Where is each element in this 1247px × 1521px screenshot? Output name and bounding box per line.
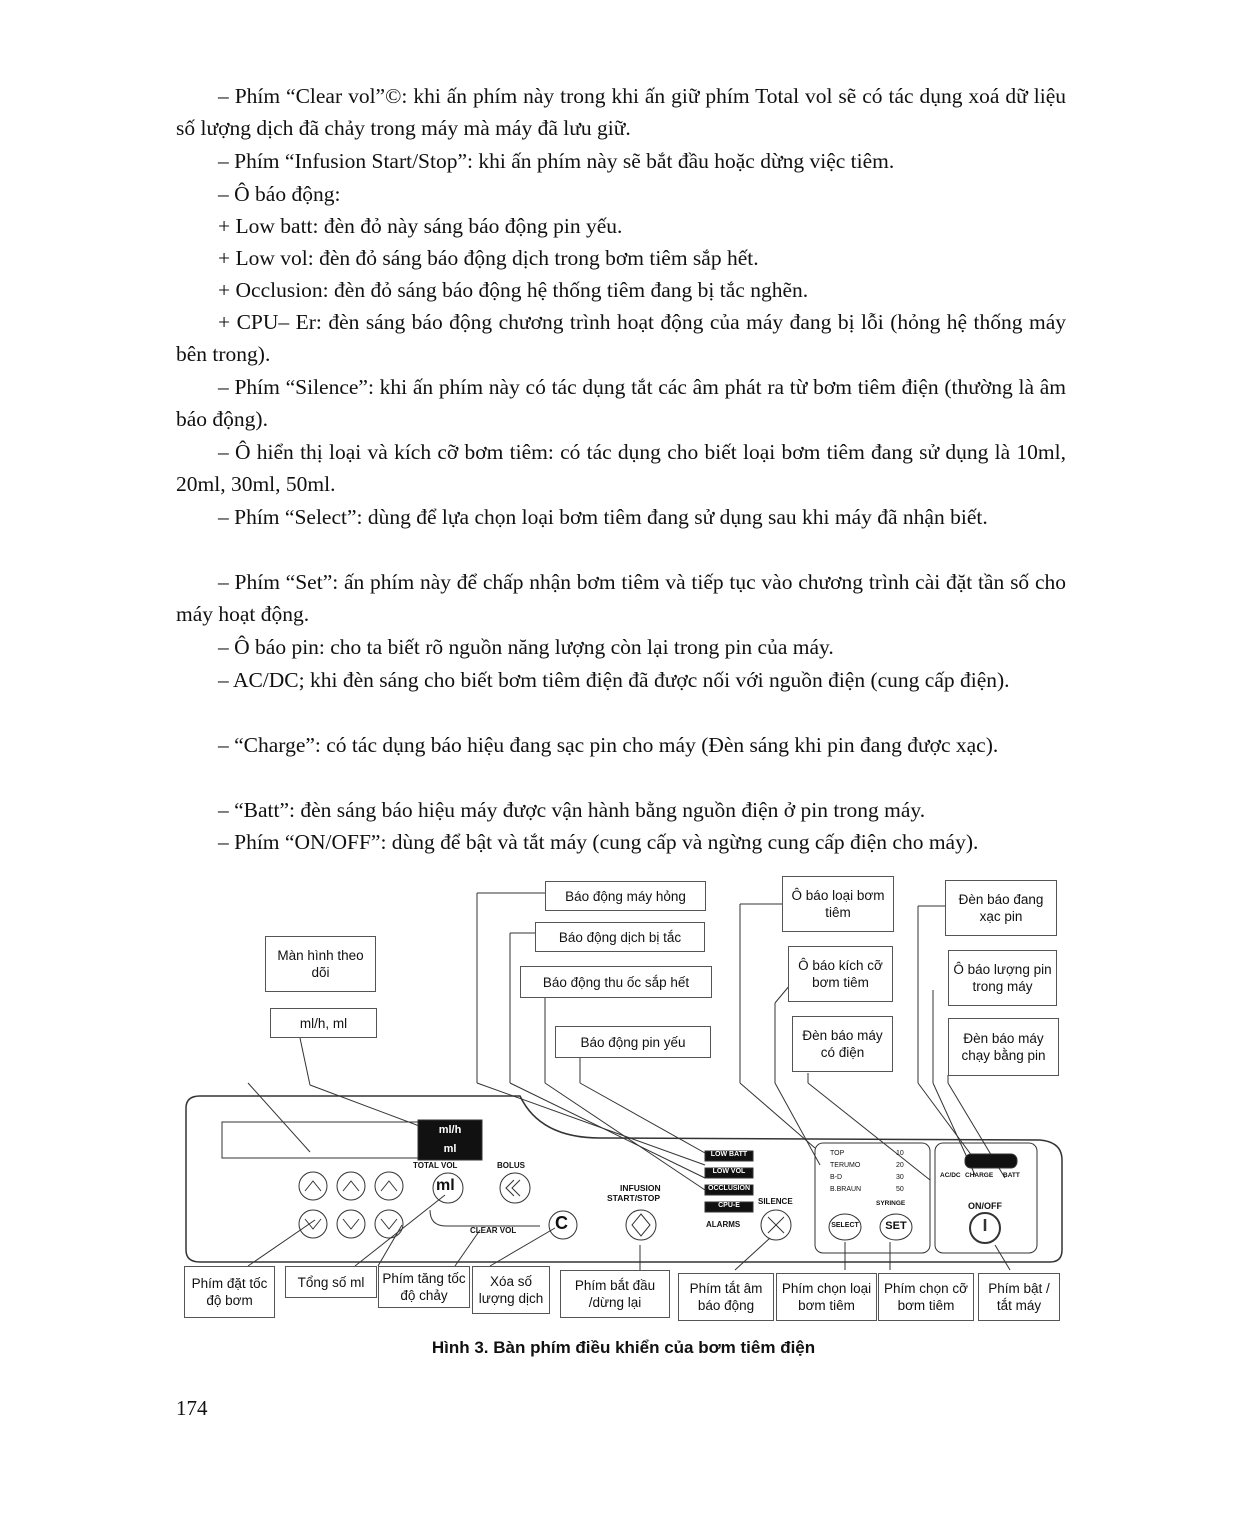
low-vol-light: LOW VOL [712,1168,746,1175]
callout-tang-toc: Phím tăng tốc độ chảy [378,1266,470,1308]
size-30: 30 [896,1174,904,1181]
display-ml: ml [443,1143,457,1155]
callout-xoa-so: Xóa số lượng dịch [472,1266,550,1314]
callout-den-dang-xac: Đèn báo đang xạc pin [945,880,1057,936]
callout-dat-toc-do: Phím đặt tốc độ bơm [184,1266,275,1318]
cpu-er-light: CPU-E [718,1202,740,1209]
callout-bat-dau: Phím bắt đầu /dừng lại [560,1270,670,1318]
paragraph: – Phím “Clear vol”©: khi ấn phím này trong khi ấn giữ phím Total vol sẽ có tác dụng xoá dữ liệu số lượng dịch đã chảy trong máy mà máy đã lưu giữ. [176,84,1066,141]
clear-vol-label: CLEAR VOL [470,1226,517,1235]
syringe-terumo: TERUMO [830,1162,861,1169]
acdc-label: AC/DC [940,1172,961,1179]
callout-den-bao-dien: Đèn báo máy có điện [792,1016,893,1072]
total-vol-label: TOTAL VOL [413,1161,458,1170]
paragraph: – AC/DC; khi đèn sáng cho biết bơm tiêm điện đã được nối với nguồn điện (cung cấp điện). [218,668,1010,692]
paragraph: – Ô báo động: [218,182,341,206]
syringe-bd: B-D [830,1174,843,1181]
callout-tong-so-ml: Tổng số ml [285,1266,377,1298]
callout-o-bao-loai: Ô báo loại bơm tiêm [782,876,894,932]
size-10: 10 [896,1150,904,1157]
set-key[interactable]: SET [885,1220,907,1232]
occlusion-light: OCCLUSION [708,1185,750,1192]
syringe-braun: B.BRAUN [830,1186,862,1193]
paragraph: – Ô hiển thị loại và kích cỡ bơm tiêm: có tác dụng cho biết loại bơm tiêm đang sử dụng là 10ml, 20ml, 30ml, 50ml. [176,440,1066,497]
paragraph: – Ô báo pin: cho ta biết rõ nguồn năng lượng còn lại trong pin của máy. [218,635,834,659]
paragraph: + Low vol: đèn đỏ sáng báo động dịch trong bơm tiêm sắp hết. [218,246,759,270]
callout-den-chay-pin: Đèn báo máy chạy bằng pin [948,1018,1059,1076]
syringe-top: TOP [830,1150,845,1157]
callout-chon-co: Phím chọn cỡ bơm tiêm [878,1273,974,1321]
alarms-label: ALARMS [706,1220,741,1229]
callout-bat-tat: Phím bật / tắt máy [978,1273,1060,1321]
display-ml-h: ml/h [438,1124,462,1136]
paragraph: – Phím “Set”: ấn phím này để chấp nhận bơm tiêm và tiếp tục vào chương trình cài đặt tần số cho máy hoạt động. [176,570,1066,627]
callout-o-bao-luong: Ô báo lượng pin trong máy [948,950,1057,1006]
batt-label: BATT [1003,1172,1020,1179]
paragraph: – “Charge”: có tác dụng báo hiệu đang sạc pin cho máy (Đèn sáng khi pin đang được xạc). [218,733,999,757]
paragraph: – Phím “Silence”: khi ấn phím này có tác dụng tắt các âm phát ra từ bơm tiêm điện (thường là âm báo động). [176,375,1066,432]
paragraph: – Phím “Select”: dùng để lựa chọn loại bơm tiêm đang sử dụng sau khi máy đã nhận biết. [218,505,988,529]
syringe-label: SYRINGE [876,1200,906,1207]
paragraph: + Occlusion: đèn đỏ sáng báo động hệ thống tiêm đang bị tắc nghẽn. [218,278,809,302]
select-key[interactable]: SELECT [831,1222,859,1229]
ml-key[interactable]: ml [436,1177,455,1194]
paragraph: – Phím “ON/OFF”: dùng để bật và tắt máy (cung cấp và ngừng cung cấp điện cho máy). [218,830,979,854]
callout-bao-dong-pin: Báo động pin yếu [555,1026,711,1058]
paragraph: – Phím “Infusion Start/Stop”: khi ấn phím này sẽ bắt đầu hoặc dừng việc tiêm. [218,149,895,173]
callout-o-bao-kich: Ô báo kích cỡ bơm tiêm [788,946,893,1002]
callout-chon-loai: Phím chọn loại bơm tiêm [776,1273,877,1321]
silence-label: SILENCE [758,1197,793,1206]
callout-man-hinh: Màn hình theo dõi [265,936,376,992]
size-20: 20 [896,1162,904,1169]
callout-bao-dong-hong: Báo động máy hỏng [545,881,706,911]
on-off-label: ON/OFF [968,1201,1002,1211]
callout-tat-am: Phím tắt âm báo động [678,1273,774,1321]
start-stop-label: START/STOP [607,1193,661,1203]
paragraph: – “Batt”: đèn sáng báo hiệu máy được vận hành bằng nguồn điện ở pin trong máy. [218,798,926,822]
paragraph: + CPU– Er: đèn sáng báo động chương trình hoạt động của máy đang bị lỗi (hỏng hệ thống máy bên trong). [176,310,1066,367]
paragraph: + Low batt: đèn đỏ này sáng báo động pin yếu. [218,214,623,238]
size-50: 50 [896,1186,904,1193]
charge-label: CHARGE [965,1172,994,1179]
infusion-label: INFUSION [620,1183,661,1193]
low-batt-light: LOW BATT [710,1151,748,1158]
clear-key-icon[interactable]: C [555,1213,568,1233]
callout-bao-dong-thuoc: Báo động thu ốc sắp hết [520,966,712,998]
bolus-label: BOLUS [497,1161,525,1170]
figure-caption: Hình 3. Bàn phím điều khiển của bơm tiêm điện [431,1338,816,1357]
callout-ml-h: ml/h, ml [270,1008,377,1038]
callout-bao-dong-tac: Báo động dịch bị tắc [535,922,705,952]
page-number: 174 [176,1396,208,1420]
